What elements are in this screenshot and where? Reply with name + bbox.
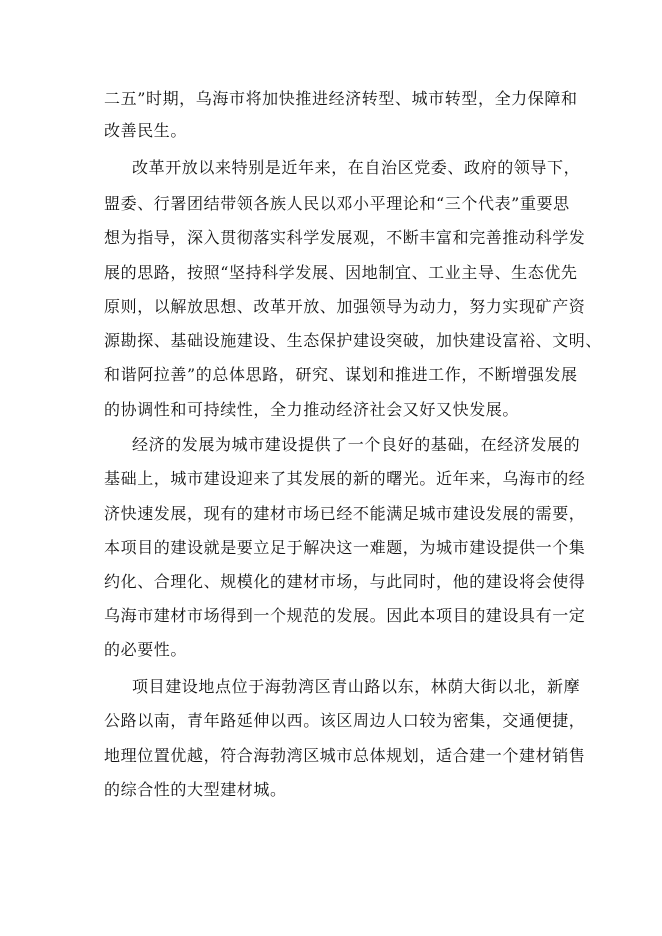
text-line: 改善民生。 [104, 121, 188, 140]
text-line: 的综合性的大型建材城。 [104, 780, 287, 799]
text-line: 约化、合理化、规模化的建材市场，与此同时，他的建设将会使得 [104, 572, 586, 591]
text-line: 本项目的建设就是要立足于解决这一难题，为城市建设提供一个集 [104, 538, 586, 557]
text-line: 项目建设地点位于海勃湾区青山路以东，林荫大街以北，新摩 [132, 677, 581, 696]
text-line: 地理位置优越，符合海勃湾区城市总体规划，适合建一个建材销售 [104, 746, 586, 765]
text-line: 经济的发展为城市建设提供了一个良好的基础，在经济发展的 [132, 435, 581, 454]
text-line: 和谐阿拉善”的总体思路，研究、谋划和推进工作，不断增强发展 [104, 365, 578, 384]
text-line: 原则，以解放思想、改革开放、加强领导为动力，努力实现矿产资 [104, 297, 586, 316]
text-line: 公路以南，青年路延伸以西。该区周边人口较为密集，交通便捷， [104, 711, 586, 730]
text-line: 盟委、行署团结带领各族人民以邓小平理论和“三个代表”重要思 [104, 194, 570, 213]
text-line: 基础上，城市建设迎来了其发展的新的曙光。近年来，乌海市的经 [104, 469, 586, 488]
text-line: 改革开放以来特别是近年来，在自治区党委、政府的领导下， [132, 158, 581, 177]
text-line: 二五”时期，乌海市将加快推进经济转型、城市转型，全力保障和 [104, 89, 578, 108]
text-line: 乌海市建材市场得到一个规范的发展。因此本项目的建设具有一定 [104, 606, 586, 625]
text-line: 济快速发展，现有的建材市场已经不能满足城市建设发展的需要， [104, 504, 586, 523]
text-line: 展的思路，按照“坚持科学发展、因地制宜、工业主导、生态优先 [104, 263, 578, 282]
text-line: 的协调性和可持续性，全力推动经济社会又好又快发展。 [104, 400, 520, 419]
text-line: 源勘探、基础设施建设、生态保护建设突破，加快建设富裕、文明、 [104, 331, 603, 350]
text-line: 的必要性。 [104, 640, 188, 659]
text-line: 想为指导，深入贯彻落实科学发展观，不断丰富和完善推动科学发 [104, 228, 586, 247]
